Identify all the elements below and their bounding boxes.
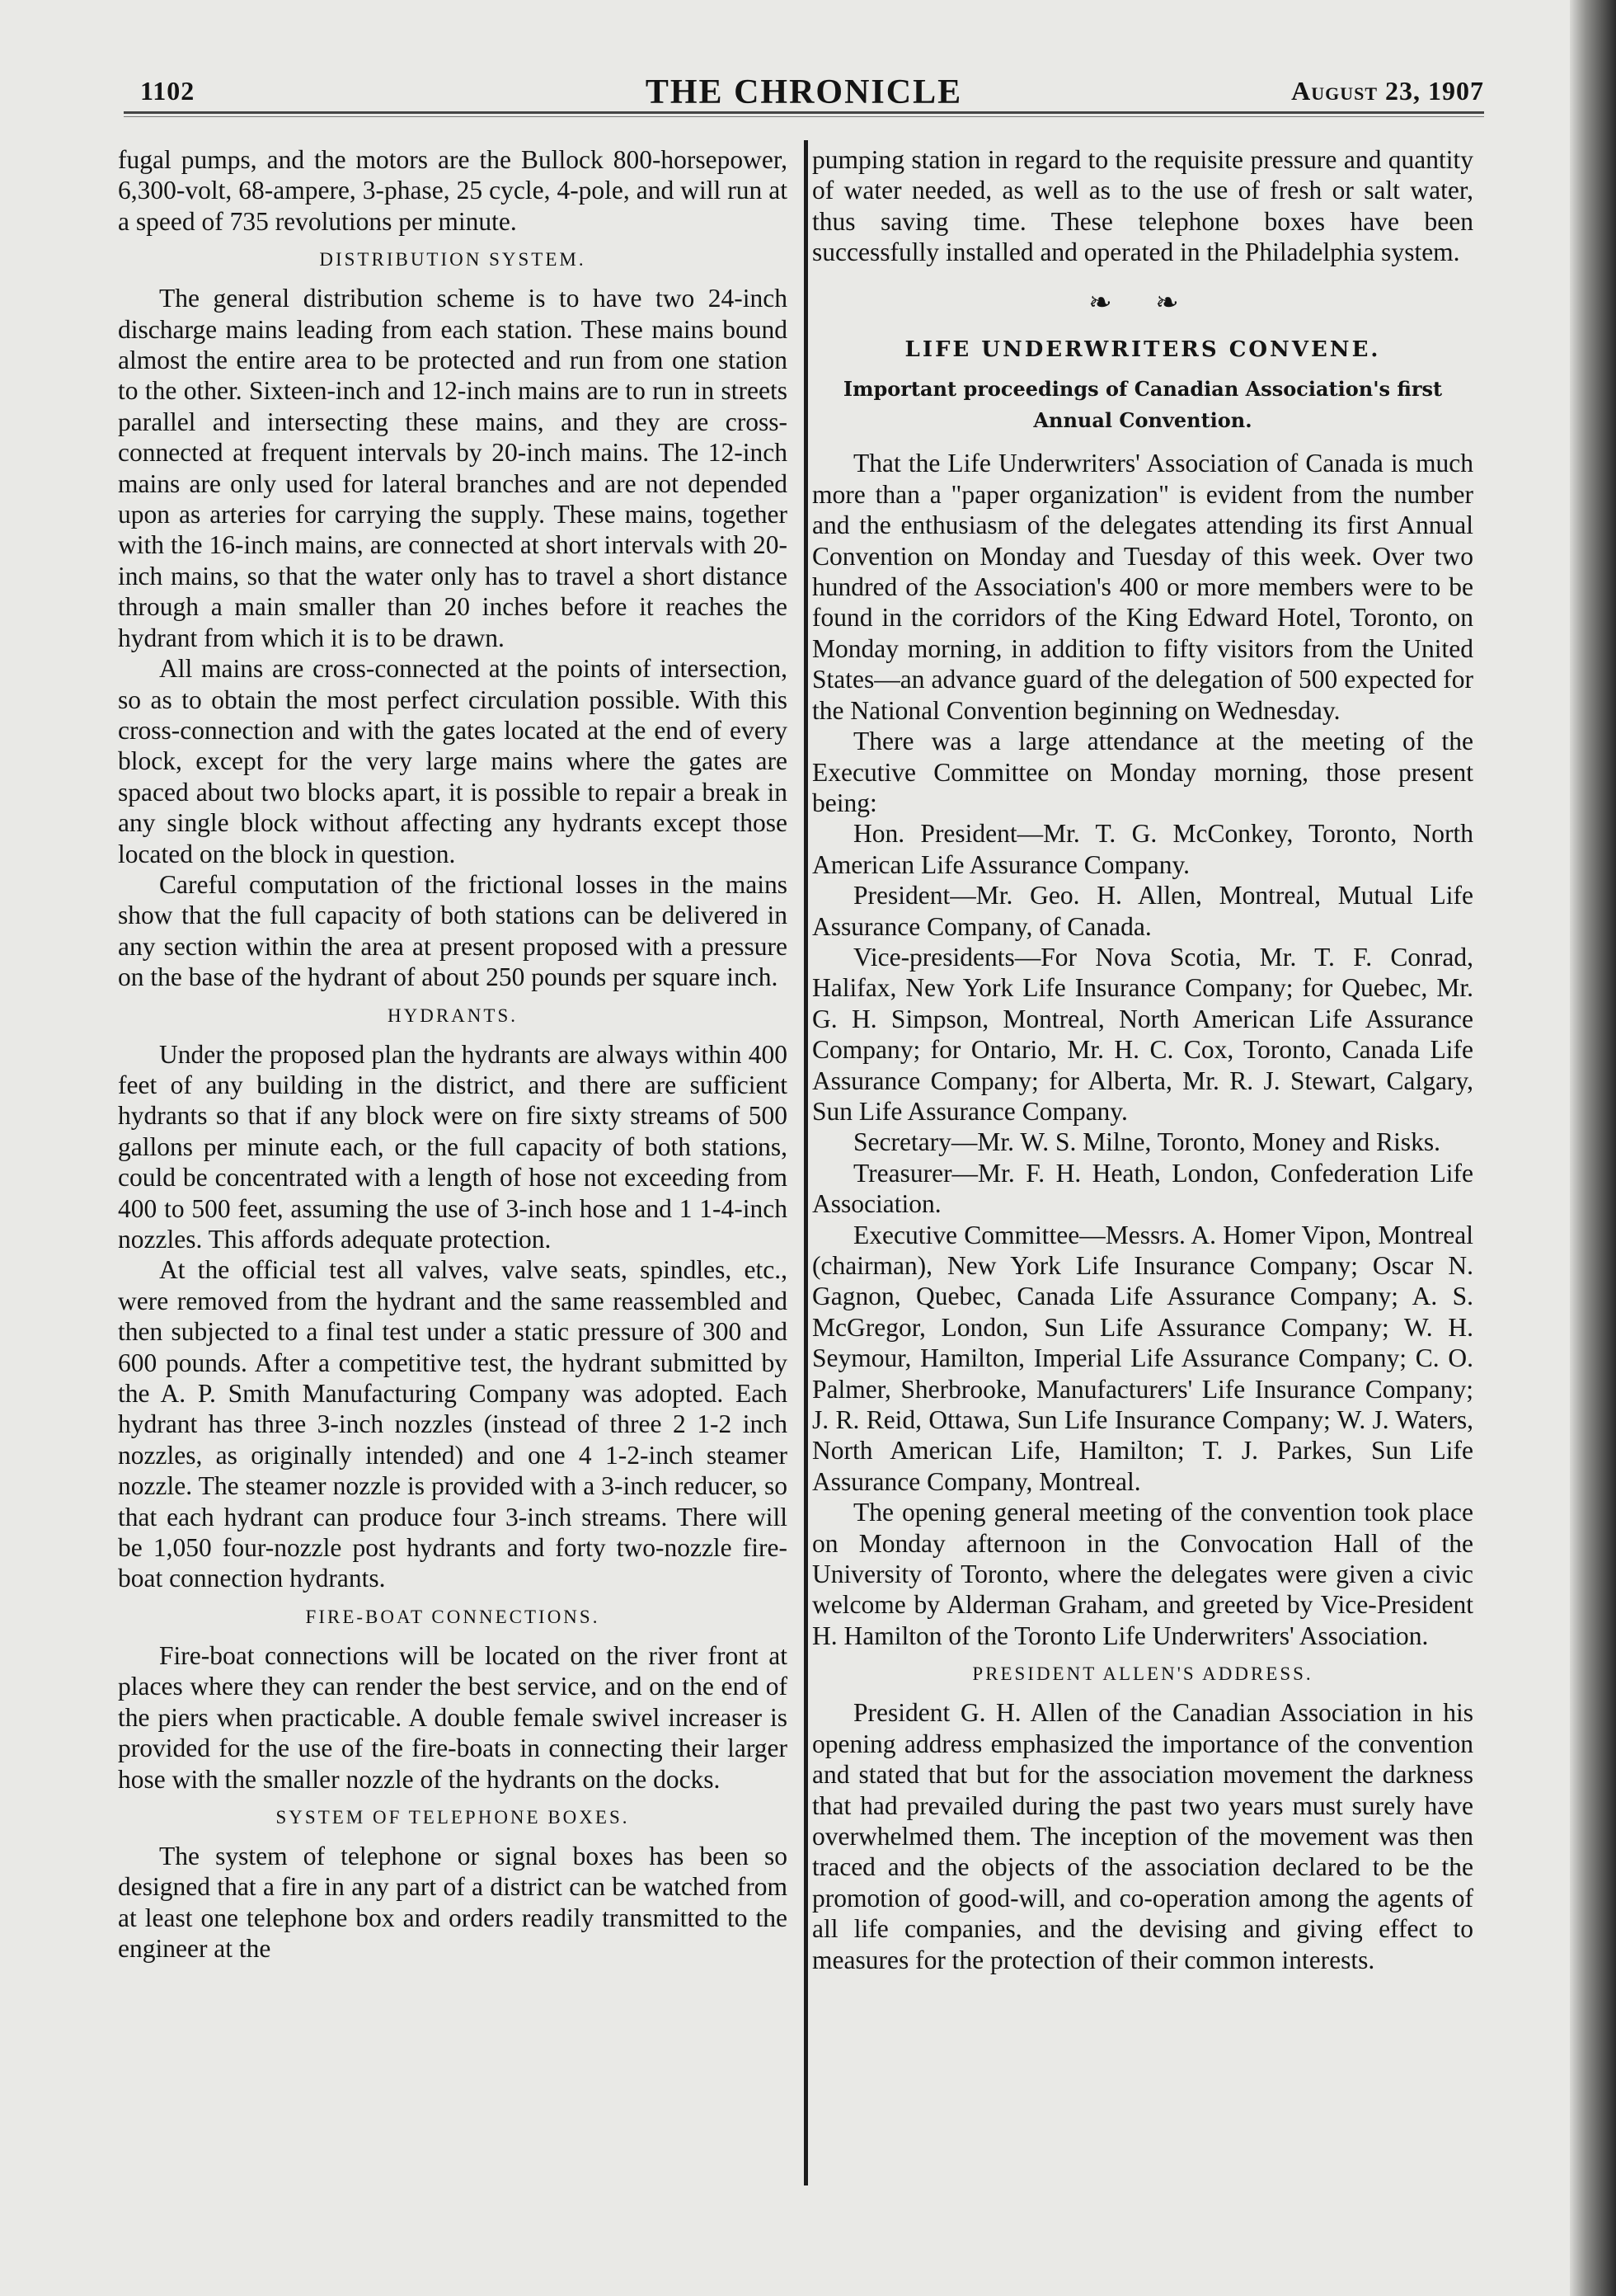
paragraph: Secretary—Mr. W. S. Milne, Toronto, Money and Risks. xyxy=(853,1127,1441,1157)
column-divider xyxy=(804,140,808,2185)
paragraph: Hon. President—Mr. T. G. McConkey, Toronto, North American Life Assurance Company. xyxy=(812,819,1473,879)
paragraph: The system of telephone or signal boxes has been so designed that a fire in any part of a district can be watched from at least one telephone box and orders readily transmitted to the engineer at the xyxy=(118,1841,787,1964)
paragraph: President G. H. Allen of the Canadian Association in his opening address emphasized the importance of the convention and stated that but for the association movement the darkness that had prevailed during the past two years must surely have overwhelmed them. The inception of the movement was then traced and the objects of the association declared to be the promotion of good-will, and co-operation among the agents of all life companies, and the devising and giving effect to measures for the protection of their common interests. xyxy=(812,1698,1473,1974)
paragraph: Treasurer—Mr. F. H. Heath, London, Confederation Life Association. xyxy=(812,1158,1473,1219)
paragraph: Executive Committee—Messrs. A. Homer Vipon, Montreal (chairman), New York Life Insurance Company; Oscar N. Gagnon, Quebec, Canada Life Assurance Company; A. S. McGregor, London, Sun Life Assurance Company; W. H. Seymour, Hamilton, Imperial Life Assurance Company; C. O. Palmer, Sherbrooke, Manufacturers' Life Insurance Company; J. R. Reid, Ottawa, Sun Life Insurance Company; W. J. Waters, North American Life, Hamilton; T. J. Parkes, Sun Life Assurance Company, Montreal. xyxy=(812,1220,1473,1496)
left-column xyxy=(118,144,787,1964)
article-deck: Important proceedings of Canadian Association's first Annual Convention. xyxy=(843,377,1443,433)
paragraph: fugal pumps, and the motors are the Bullock 800-horsepower, 6,300-volt, 68-ampere, 3-phase, 25 cycle, 4-pole, and will run at a speed of 735 revolutions per minute. xyxy=(118,145,787,236)
header-rule xyxy=(124,111,1484,114)
section-heading: PRESIDENT ALLEN'S ADDRESS. xyxy=(972,1663,1313,1685)
paragraph: The general distribution scheme is to have two 24-inch discharge mains leading from each station. These mains bound almost the entire area to be protected and run from one station to the other. Sixteen-inch and 12-inch mains are to run in streets parallel and intersecting these mains, and they are cross-connected at frequent intervals by 20-inch mains. The 12-inch mains are only used for lateral branches and are not depended upon as arteries for carrying the supply. These mains, together with the 16-inch mains, are connected at short intervals with 20-inch mains, so that the water only has to travel a short distance through a main smaller than 20 inches before it reaches the hydrant from which it is to be drawn. xyxy=(118,284,787,652)
paragraph: The opening general meeting of the convention took place on Monday afternoon in the Convocation Hall of the University of Toronto, where the delegates were given a civic welcome by Alderman Graham, and greeted by Vice-President H. Hamilton of the Toronto Life Underwriters' Association. xyxy=(812,1498,1473,1650)
header-rule-thin xyxy=(124,116,1484,117)
section-heading: HYDRANTS. xyxy=(388,1004,518,1026)
page-header xyxy=(124,73,1484,125)
paragraph: President—Mr. Geo. H. Allen, Montreal, Mutual Life Assurance Company, of Canada. xyxy=(812,881,1473,941)
article-title: LIFE UNDERWRITERS CONVENE. xyxy=(904,337,1381,363)
page-number: 1102 xyxy=(140,76,195,106)
paragraph: Careful computation of the frictional losses in the mains show that the full capacity of both stations can be delivered in any section within the area at present proposed with a pressure on the base of the hydrant of about 250 pounds per square inch. xyxy=(118,869,787,992)
right-column xyxy=(812,144,1473,1975)
section-heading: FIRE-BOAT CONNECTIONS. xyxy=(305,1606,600,1627)
publication-title: THE CHRONICLE xyxy=(645,73,963,111)
paragraph: pumping station in regard to the requisite pressure and quantity of water needed, as well as to the use of fresh or salt water, thus saving time. These telephone boxes have been successfully installed and operated in the Philadelphia system. xyxy=(812,145,1473,267)
page-edge-shadow xyxy=(1570,0,1616,2296)
section-heading: DISTRIBUTION SYSTEM. xyxy=(319,249,586,271)
issue-date: August 23, 1907 xyxy=(1291,76,1484,106)
paragraph: There was a large attendance at the meeting of the Executive Committee on Monday morning, those present being: xyxy=(812,727,1473,817)
section-heading: SYSTEM OF TELEPHONE BOXES. xyxy=(275,1806,630,1828)
paragraph: At the official test all valves, valve seats, spindles, etc., were removed from the hydrant and the same reassembled and then subjected to a final test under a static pressure of 300 and 600 pounds. After a competitive test, the hydrant submitted by the A. P. Smith Manufacturing Company was adopted. Each hydrant has three 3-inch nozzles (instead of three 2 1-2 inch nozzles, as originally intended) and one 4 1-2-inch steamer nozzle. The steamer nozzle is provided with a 3-inch reducer, so that each hydrant can produce four 3-inch streams. There will be 1,050 four-nozzle post hydrants and forty two-nozzle fire-boat connection hydrants. xyxy=(118,1255,787,1593)
paragraph: All mains are cross-connected at the points of intersection, so as to obtain the most perfect circulation possible. With this cross-connection and with the gates located at the end of every block, except for the very large mains where the gates are spaced about two blocks apart, it is possible to repair a break in any single block without affecting any hydrants except those located on the block in question. xyxy=(118,654,787,868)
paragraph: Fire-boat connections will be located on the river front at places where they can render the best service, and on the end of the piers when practicable. A double female swivel increaser is provided for the use of the fire-boats in connecting their larger hose with the smaller nozzle of the hydrants on the docks. xyxy=(118,1640,787,1794)
paragraph: That the Life Underwriters' Association of Canada is much more than a "paper organization" is evident from the number and the enthusiasm of the delegates attending its first Annual Convention on Monday and Tuesday of this week. Over two hundred of the Association's 400 or more members were to be found in the corridors of the King Edward Hotel, Toronto, on Monday morning, in addition to fifty visitors from the United States—an advance guard of the delegation of 500 expected for the National Convention beginning on Wednesday. xyxy=(812,449,1473,725)
ornament-divider: ❧ ❧ xyxy=(1088,287,1197,318)
paragraph: Vice-presidents—For Nova Scotia, Mr. T. F. Conrad, Halifax, New York Life Insurance Company; for Quebec, Mr. G. H. Simpson, Montreal, North American Life Assurance Company; for Ontario, Mr. H. C. Cox, Toronto, Canada Life Assurance Company; for Alberta, Mr. R. J. Stewart, Calgary, Sun Life Assurance Company. xyxy=(812,942,1473,1126)
paragraph: Under the proposed plan the hydrants are always within 400 feet of any building in the district, and there are sufficient hydrants so that if any block were on fire sixty streams of 500 gallons per minute each, or the full capacity of both stations, could be concentrated with a length of hose not exceeding from 400 to 500 feet, assuming the use of 3-inch hose and 1 1-4-inch nozzles. This affords adequate protection. xyxy=(118,1039,787,1254)
